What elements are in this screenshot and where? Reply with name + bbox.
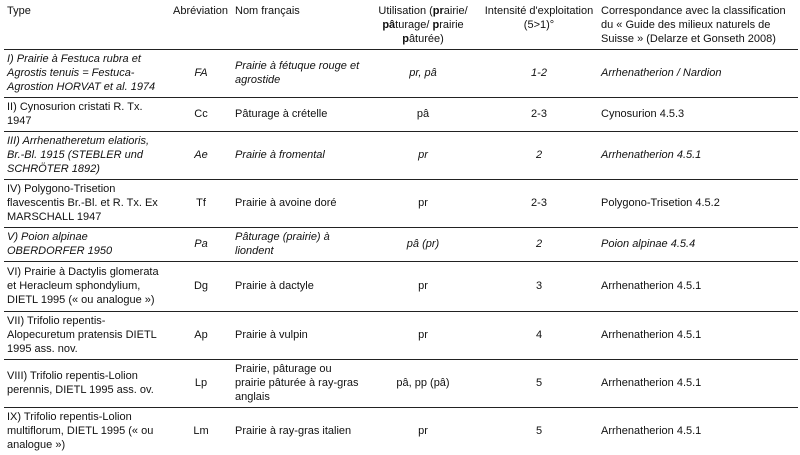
cell-type: VI) Prairie à Dactylis glomerata et Heracleum sphondylium, DIETL 1995 (« ou analogue ») xyxy=(4,262,170,312)
cell-usage: pr xyxy=(366,312,480,360)
cell-correspondence: Cynosurion 4.5.3 xyxy=(598,98,798,132)
cell-usage: pr, pâ xyxy=(366,50,480,98)
cell-french-name: Prairie à fétuque rouge et agrostide xyxy=(232,50,366,98)
cell-intensity: 3 xyxy=(480,262,598,312)
cell-usage: pâ, pp (pâ) xyxy=(366,360,480,408)
cell-usage: pr xyxy=(366,132,480,180)
cell-correspondence: Arrhenatherion 4.5.1 xyxy=(598,408,798,455)
header-usage-part: pr xyxy=(433,5,444,17)
cell-usage: pâ (pr) xyxy=(366,228,480,262)
cell-french-name: Pâturage à crételle xyxy=(232,98,366,132)
table-row xyxy=(4,132,798,180)
cell-intensity: 2-3 xyxy=(480,180,598,228)
cell-abbreviation: Tf xyxy=(170,180,232,228)
cell-usage: pr xyxy=(366,180,480,228)
cell-french-name: Prairie à ray-gras italien xyxy=(232,408,366,455)
cell-correspondence: Arrhenatherion 4.5.1 xyxy=(598,132,798,180)
cell-abbreviation: Ap xyxy=(170,312,232,360)
table-row xyxy=(4,408,798,455)
table-row xyxy=(4,262,798,312)
cell-type: V) Poion alpinae OBERDORFER 1950 xyxy=(4,228,170,262)
header-usage-part: pâ xyxy=(382,19,395,31)
header-usage-part: p xyxy=(432,19,439,31)
header-correspondence: Correspondance avec la classification du « Guide des milieux naturels de Suisse » (Delarze et Gonseth 2008) xyxy=(598,2,798,50)
header-french-name: Nom français xyxy=(232,2,366,50)
header-type: Type xyxy=(4,2,170,50)
cell-french-name: Prairie à fromental xyxy=(232,132,366,180)
cell-intensity: 5 xyxy=(480,360,598,408)
cell-usage: pr xyxy=(366,408,480,455)
cell-intensity: 4 xyxy=(480,312,598,360)
cell-type: IV) Polygono-Trisetion flavescentis Br.-Bl. et R. Tx. Ex MARSCHALL 1947 xyxy=(4,180,170,228)
header-abbreviation: Abréviation xyxy=(170,2,232,50)
cell-correspondence: Arrhenatherion 4.5.1 xyxy=(598,312,798,360)
table-header-row xyxy=(4,2,798,50)
cell-type: VII) Trifolio repentis-Alopecuretum pratensis DIETL 1995 ass. nov. xyxy=(4,312,170,360)
cell-abbreviation: Lp xyxy=(170,360,232,408)
cell-correspondence: Polygono-Trisetion 4.5.2 xyxy=(598,180,798,228)
cell-correspondence: Arrhenatherion / Nardion xyxy=(598,50,798,98)
cell-intensity: 2 xyxy=(480,228,598,262)
cell-intensity: 5 xyxy=(480,408,598,455)
header-usage-part: âturée) xyxy=(409,33,444,45)
cell-intensity: 2-3 xyxy=(480,98,598,132)
header-usage-part: Utilisation ( xyxy=(378,5,432,17)
cell-intensity: 2 xyxy=(480,132,598,180)
header-intensity: Intensité d'exploitation (5>1)° xyxy=(480,2,598,50)
grassland-types-table xyxy=(4,2,798,455)
cell-abbreviation: Dg xyxy=(170,262,232,312)
cell-abbreviation: Pa xyxy=(170,228,232,262)
cell-usage: pr xyxy=(366,262,480,312)
cell-type: VIII) Trifolio repentis-Lolion perennis, DIETL 1995 ass. ov. xyxy=(4,360,170,408)
table-row xyxy=(4,228,798,262)
cell-type: IX) Trifolio repentis-Lolion multiflorum, DIETL 1995 (« ou analogue ») xyxy=(4,408,170,455)
cell-abbreviation: Lm xyxy=(170,408,232,455)
table-row xyxy=(4,180,798,228)
cell-abbreviation: Cc xyxy=(170,98,232,132)
cell-french-name: Pâturage (prairie) à liondent xyxy=(232,228,366,262)
cell-abbreviation: FA xyxy=(170,50,232,98)
cell-usage: pâ xyxy=(366,98,480,132)
table-row xyxy=(4,312,798,360)
cell-french-name: Prairie à dactyle xyxy=(232,262,366,312)
cell-type: II) Cynosurion cristati R. Tx. 1947 xyxy=(4,98,170,132)
header-usage-part: p xyxy=(402,33,409,45)
cell-correspondence: Poion alpinae 4.5.4 xyxy=(598,228,798,262)
header-usage-part: airie/ xyxy=(444,5,468,17)
cell-correspondence: Arrhenatherion 4.5.1 xyxy=(598,360,798,408)
table-body xyxy=(4,50,798,455)
cell-abbreviation: Ae xyxy=(170,132,232,180)
cell-intensity: 1-2 xyxy=(480,50,598,98)
header-usage xyxy=(366,2,480,50)
table-row xyxy=(4,50,798,98)
cell-type: I) Prairie à Festuca rubra et Agrostis tenuis = Festuca-Agrostion HORVAT et al. 1974 xyxy=(4,50,170,98)
cell-french-name: Prairie, pâturage ou prairie pâturée à ray-gras anglais xyxy=(232,360,366,408)
cell-type: III) Arrhenatheretum elatioris, Br.-Bl. 1915 (STEBLER und SCHRÖTER 1892) xyxy=(4,132,170,180)
header-usage-part: turage/ xyxy=(395,19,432,31)
table-row xyxy=(4,98,798,132)
cell-french-name: Prairie à avoine doré xyxy=(232,180,366,228)
table-row xyxy=(4,360,798,408)
cell-correspondence: Arrhenatherion 4.5.1 xyxy=(598,262,798,312)
cell-french-name: Prairie à vulpin xyxy=(232,312,366,360)
header-usage-part: rairie xyxy=(439,19,463,31)
